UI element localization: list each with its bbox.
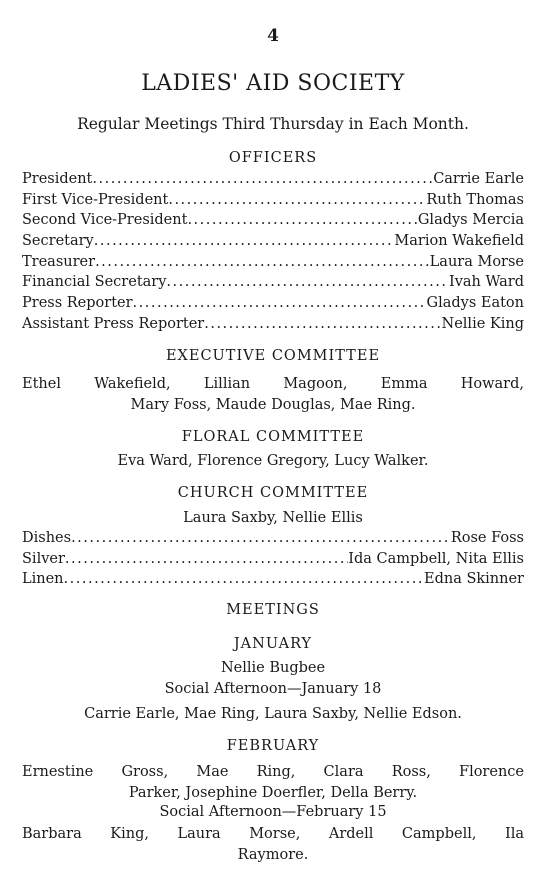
duty-row: [22, 551, 524, 572]
page-title: LADIES' AID SOCIETY: [141, 71, 405, 96]
february-social-members-line: Raymore.: [237, 847, 309, 863]
meeting-schedule: Regular Meetings Third Thursday in Each Month.: [77, 115, 469, 133]
meetings-heading: MEETINGS: [226, 602, 320, 618]
officer-role: President: [22, 171, 93, 187]
executive-committee-heading: EXECUTIVE COMMITTEE: [165, 348, 381, 364]
officer-row: [22, 212, 524, 233]
dot-leader: [92, 171, 433, 187]
officer-name: Marion Wakefield: [394, 233, 524, 250]
officer-row: [22, 316, 524, 337]
duty-row: [22, 530, 524, 551]
january-social-members: Carrie Earle, Mae Ring, Laura Saxby, Nellie Edson.: [84, 706, 462, 722]
officer-row: [22, 171, 524, 192]
duty-name: Dishes: [22, 530, 72, 546]
duty-name: Linen: [22, 571, 64, 588]
duty-row: [22, 571, 524, 592]
executive-committee-members: [22, 374, 524, 416]
dot-leader: [95, 254, 430, 270]
dot-leader: [71, 530, 451, 546]
officer-row: [22, 233, 524, 254]
dot-leader: [65, 551, 348, 567]
program-page: [22, 0, 524, 892]
dot-leader: [168, 192, 426, 208]
officer-name: Gladys Mercia: [417, 212, 524, 229]
dot-leader: [187, 212, 417, 228]
executive-members-line: Ethel Wakefield, Lillian Magoon, Emma Howard,: [22, 376, 524, 392]
february-members-line: Ernestine Gross, Mae Ring, Clara Ross, Florence: [22, 764, 524, 780]
officer-role: Financial Secretary: [22, 274, 167, 291]
officer-row: [22, 254, 524, 275]
february-social-members: [22, 824, 524, 866]
duty-assignee: Ida Campbell, Nita Ellis: [348, 550, 524, 567]
page-number: 4: [267, 26, 279, 46]
dot-leader: [133, 295, 427, 311]
february-social-members-line: Barbara King, Laura Morse, Ardell Campbell, Ila: [22, 826, 524, 842]
dot-leader: [204, 316, 441, 332]
february-members: [22, 762, 524, 804]
officer-name: Nellie King: [441, 315, 524, 332]
january-social-afternoon: Social Afternoon—January 18: [164, 681, 382, 697]
january-host: Nellie Bugbee: [220, 660, 326, 676]
officer-name: Carrie Earle: [433, 171, 524, 187]
officer-name: Gladys Eaton: [426, 295, 524, 312]
church-duties-list: [22, 530, 524, 592]
officer-name: Laura Morse: [429, 253, 524, 270]
officer-row: [22, 192, 524, 213]
officer-role: Assistant Press Reporter: [22, 315, 205, 332]
dot-leader: [166, 274, 449, 290]
dot-leader: [64, 571, 424, 587]
floral-committee-members: Eva Ward, Florence Gregory, Lucy Walker.: [117, 453, 429, 469]
officer-row: [22, 274, 524, 295]
officer-row: [22, 295, 524, 316]
officer-name: Ruth Thomas: [426, 191, 524, 208]
officer-role: First Vice-President: [22, 191, 169, 208]
officer-role: Second Vice-President: [22, 212, 188, 229]
duty-assignee: Rose Foss: [450, 530, 524, 546]
january-heading: JANUARY: [233, 636, 313, 652]
church-committee-heading: CHURCH COMMITTEE: [177, 485, 369, 501]
officer-role: Treasurer: [22, 253, 96, 270]
executive-members-line: Mary Foss, Maude Douglas, Mae Ring.: [130, 397, 416, 413]
duty-name: Silver: [22, 550, 65, 567]
february-members-line: Parker, Josephine Doerfler, Della Berry.: [128, 785, 418, 801]
duty-assignee: Edna Skinner: [423, 571, 524, 588]
officer-role: Secretary: [22, 233, 94, 250]
officers-list: [22, 171, 524, 337]
officer-name: Ivah Ward: [448, 274, 524, 291]
officer-role: Press Reporter: [22, 295, 133, 312]
church-committee-members: Laura Saxby, Nellie Ellis: [183, 510, 363, 526]
floral-committee-heading: FLORAL COMMITTEE: [181, 429, 365, 445]
february-social-afternoon: Social Afternoon—February 15: [159, 804, 387, 820]
officers-heading: OFFICERS: [228, 150, 318, 166]
february-heading: FEBRUARY: [226, 738, 320, 754]
dot-leader: [94, 233, 395, 249]
